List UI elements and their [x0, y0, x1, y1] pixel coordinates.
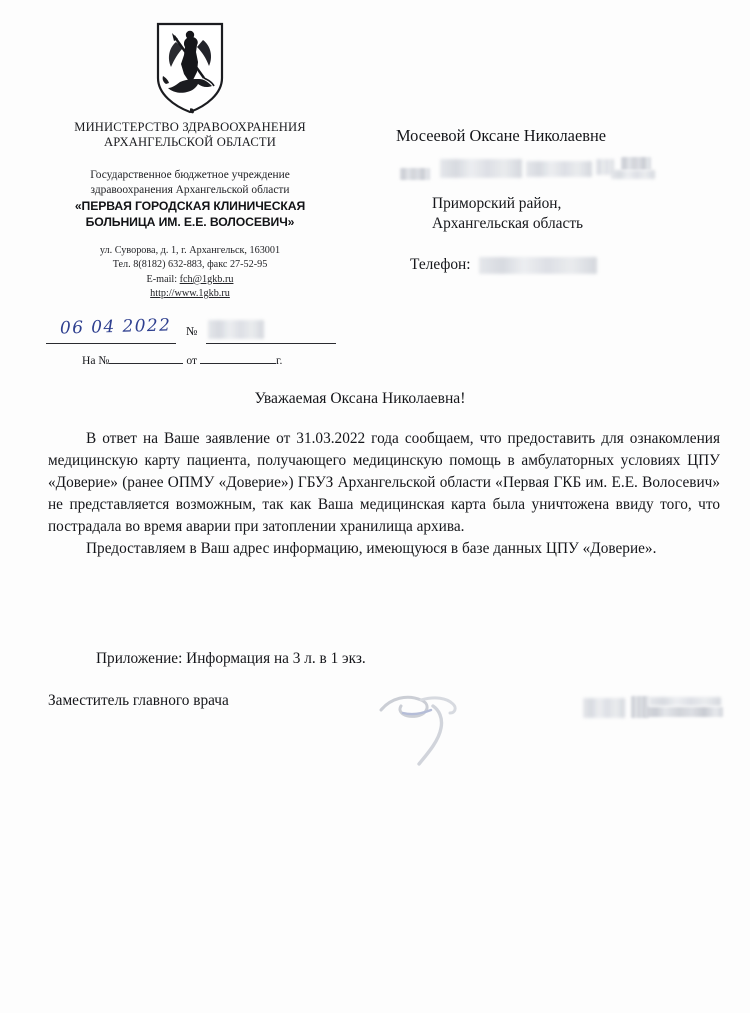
ministry-title-line-1: МИНИСТЕРСТВО ЗДРАВООХРАНЕНИЯ	[74, 120, 306, 134]
addressee-phone-row	[396, 256, 726, 274]
phone-fax: Тел. 8(8182) 632-883, факс 27-52-95	[112, 259, 268, 271]
website-row	[40, 287, 340, 301]
ministry-title-line-2: АРХАНГЕЛЬСКОЙ ОБЛАСТИ	[104, 135, 276, 150]
addressee-block	[396, 126, 726, 274]
from-label: от	[186, 354, 198, 367]
reply-date-blank	[200, 352, 276, 364]
addressee-oblast: Архангельская область	[432, 214, 584, 232]
organization-name-line-2: БОЛЬНИЦА ИМ. Е.Е. ВОЛОСЕВИЧ»	[85, 214, 295, 229]
reply-number-blank	[109, 352, 183, 364]
body-paragraph-2: Предоставляем в Ваш адрес информацию, имеющуюся в базе данных ЦПУ «Доверие».	[86, 540, 657, 558]
letterhead	[40, 22, 340, 302]
organization-name-line-1: «ПЕРВАЯ ГОРОДСКАЯ КЛИНИЧЕСКАЯ	[74, 199, 306, 214]
reference-row	[46, 315, 336, 348]
email-row	[40, 273, 340, 287]
redaction-bar	[526, 161, 592, 177]
organization-subtitle-line-2: здравоохранения Архангельской области	[90, 183, 290, 196]
organization-name	[40, 199, 340, 230]
redacted-document-number	[208, 320, 264, 339]
redaction-bar	[649, 697, 721, 706]
organization-subtitle	[40, 168, 340, 198]
redaction-bar	[645, 707, 723, 717]
contact-details	[40, 244, 340, 302]
body-paragraph-1: В ответ на Ваше заявление от 31.03.2022 года сообщаем, что предоставить для ознакомления медицинскую карту пациента, получающего медицинскую помощь в амбулаторных условиях ЦПУ «Доверие» (ранее ОПМУ «Доверие») ГБУЗ Архангельской области «Первая ГКБ им. Е.Е. Волосевич» не представляется возможным, так как Ваша медицинская карта была уничтожена ввиду того, что пострадала во время аварии при затоплении хранилища архива.	[48, 430, 720, 536]
addressee-region	[396, 194, 726, 235]
redacted-phone-number	[479, 257, 597, 274]
redacted-street-address	[396, 155, 726, 185]
coat-of-arms-arkhangelsk-icon	[154, 22, 226, 114]
email-link[interactable]: fch@1gkb.ru	[179, 273, 234, 285]
ministry-title	[40, 120, 340, 151]
redaction-bar	[440, 159, 522, 178]
number-symbol: №	[186, 324, 198, 338]
redacted-signer-name	[583, 694, 733, 724]
handwritten-date: 06 04 2022	[59, 315, 172, 339]
redaction-bar	[583, 698, 625, 718]
signature-block	[48, 692, 728, 782]
organization-subtitle-line-1: Государственное бюджетное учреждение	[90, 168, 290, 181]
website-link[interactable]: http://www.1gkb.ru	[150, 288, 230, 300]
redaction-bar	[400, 168, 430, 180]
date-rule	[46, 343, 176, 344]
email-label: E-mail:	[146, 273, 178, 285]
phone-label: Телефон:	[410, 256, 471, 274]
handwritten-signature	[373, 680, 523, 780]
attachment-note: Приложение: Информация на 3 л. в 1 экз.	[96, 650, 366, 667]
redaction-bar	[621, 157, 651, 170]
letter-body	[48, 428, 720, 560]
greeting: Уважаемая Оксана Николаевна!	[254, 390, 466, 407]
signer-position-title: Заместитель главного врача	[48, 692, 229, 709]
redaction-bar	[611, 170, 655, 179]
addressee-district: Приморский район,	[432, 194, 562, 212]
postal-address: ул. Суворова, д. 1, г. Архангельск, 163001	[99, 244, 281, 256]
year-label: г.	[276, 354, 283, 367]
addressee-name: Мосеевой Оксане Николаевне	[396, 126, 607, 145]
number-rule	[206, 343, 336, 344]
reply-reference-row	[82, 352, 282, 367]
reply-to-label: На №	[82, 354, 110, 367]
